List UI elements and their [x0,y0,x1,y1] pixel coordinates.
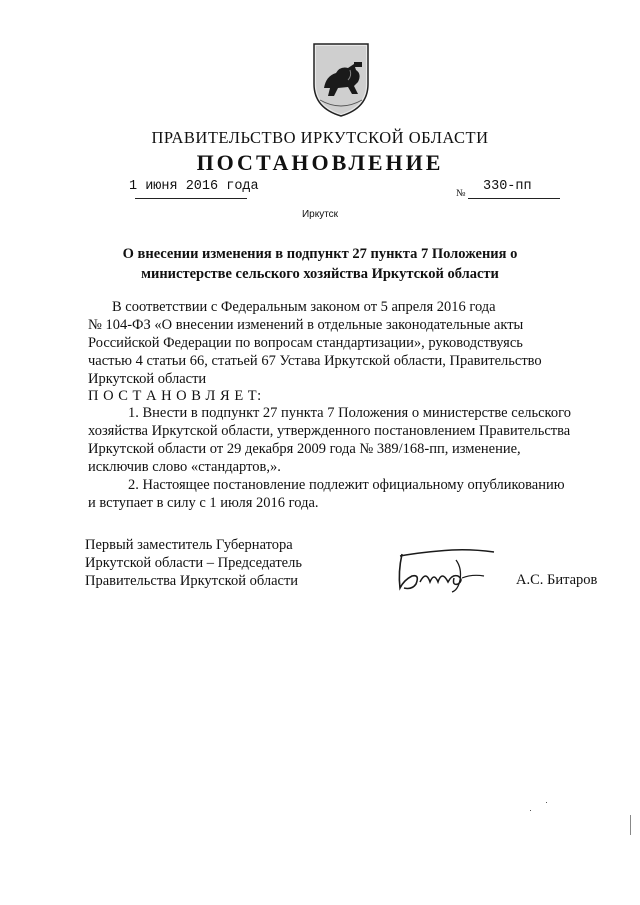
handwritten-signature [392,546,497,596]
document-number: 330-пп [483,179,532,194]
scan-speck [546,802,547,803]
paragraph-1-line-4: частью 4 статьи 66, статьей 67 Устава Иркутской области, Правительство [88,353,542,369]
item-1-line-2: хозяйства Иркутской области, утвержденного постановлением Правительства [88,423,571,439]
signatory-name: А.С. Битаров [516,572,598,588]
scan-edge-mark [630,815,631,835]
paragraph-1-line-3: Российской Федерации по вопросам стандартизации», руководствуясь [88,335,523,351]
government-title: ПРАВИТЕЛЬСТВО ИРКУТСКОЙ ОБЛАСТИ [151,128,489,147]
paragraph-1-line-2: № 104-ФЗ «О внесении изменений в отдельные законодательные акты [88,317,524,333]
scan-speck [530,810,531,811]
number-sign: № [456,188,466,199]
date-underline [135,198,247,199]
item-1-line-4: исключив слово «стандартов,». [88,459,281,475]
number-underline [468,198,560,199]
paragraph-1-line-5: Иркутской области [88,371,207,387]
subject-line-2: министерстве сельского хозяйства Иркутской области [141,266,499,282]
signatory-position-line-2: Иркутской области – Председатель [85,555,302,571]
item-2-line-1: 2. Настоящее постановление подлежит официальному опубликованию [128,477,565,493]
signatory-position-line-3: Правительства Иркутской области [85,573,299,589]
item-1-line-3: Иркутской области от 29 декабря 2009 года № 389/168-пп, изменение, [88,441,521,457]
signatory-position-line-1: Первый заместитель Губернатора [85,537,293,553]
document-date: 1 июня 2016 года [129,179,259,194]
subject-line-1: О внесении изменения в подпункт 27 пункта 7 Положения о [122,246,518,262]
paragraph-1-line-1: В соответствии с Федеральным законом от 5 апреля 2016 года [112,299,496,315]
item-1-line-1: 1. Внести в подпункт 27 пункта 7 Положения о министерстве сельского [128,405,571,421]
document-type-title: ПОСТАНОВЛЕНИЕ [196,150,444,175]
document-subject [120,244,520,284]
coat-of-arms-emblem [310,40,372,118]
signatory-position [85,536,302,590]
item-2-line-2: и вступает в силу с 1 июля 2016 года. [88,495,319,511]
resolves-word: П О С Т А Н О В Л Я Е Т: [88,388,262,404]
city-label: Иркутск [301,209,339,220]
